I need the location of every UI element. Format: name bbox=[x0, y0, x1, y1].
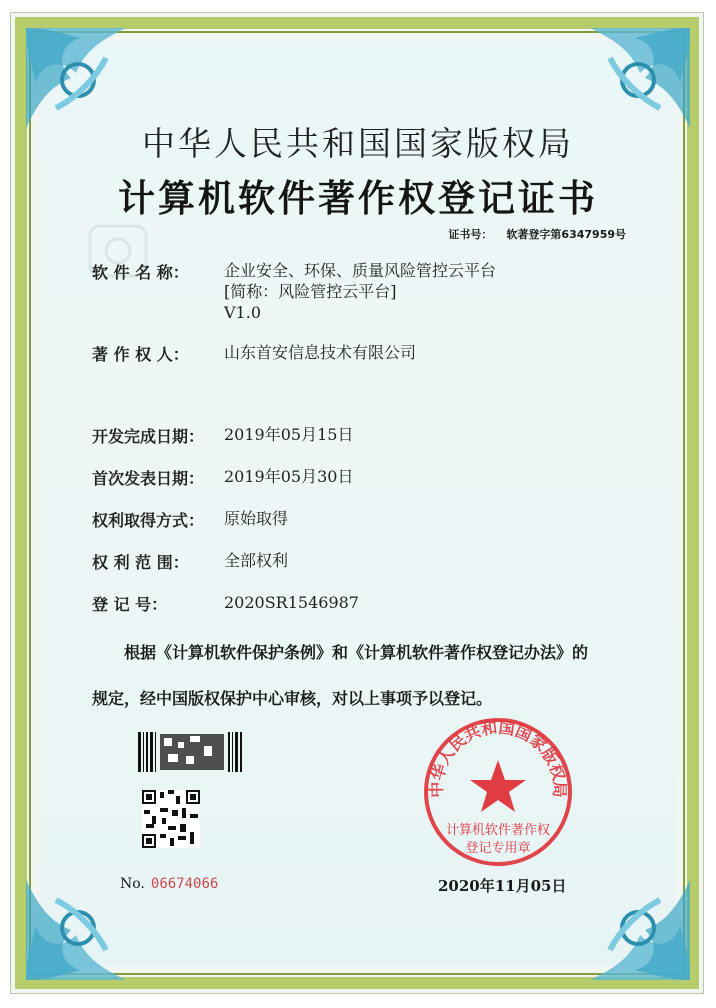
serial-label: No. bbox=[120, 876, 145, 892]
publication-date: 2019年05月30日 bbox=[224, 467, 354, 486]
acquisition-method: 原始取得 bbox=[224, 509, 289, 528]
cert-no-label: 证书号： bbox=[448, 228, 493, 241]
field-label: 开发完成日期： bbox=[92, 427, 205, 446]
field-development-date bbox=[92, 424, 353, 447]
official-seal bbox=[418, 712, 578, 872]
serial-number bbox=[120, 876, 218, 892]
barcode bbox=[138, 732, 244, 772]
seal-ring-text: 中华人民共和国国家版权局 bbox=[426, 717, 570, 798]
copyright-owner: 山东首安信息技术有限公司 bbox=[224, 343, 417, 362]
cert-no-value: 软著登字第6347959号 bbox=[506, 228, 626, 241]
issue-date: 2020年11月05日 bbox=[438, 877, 567, 895]
software-version: V1.0 bbox=[224, 303, 261, 322]
statement-line-2: 规定，经中国版权保护中心审核，对以上事项予以登记。 bbox=[92, 689, 493, 708]
field-label: 权 利 范 围： bbox=[92, 553, 189, 572]
seal-line-2: 登记专用章 bbox=[465, 841, 531, 856]
qr-code bbox=[142, 790, 200, 848]
field-rights-scope bbox=[92, 550, 288, 573]
software-short-name: [简称：风险管控云平台] bbox=[224, 282, 397, 301]
field-label: 首次发表日期： bbox=[92, 469, 205, 488]
field-acquisition-method bbox=[92, 508, 288, 531]
field-registration-number bbox=[92, 592, 359, 615]
corner-ornament-bottom-left bbox=[16, 840, 166, 990]
statement-line-1: 根据《计算机软件保护条例》和《计算机软件著作权登记办法》的 bbox=[124, 643, 589, 662]
field-label: 登 记 号： bbox=[92, 595, 168, 614]
issuing-authority-title: 中华人民共和国国家版权局 bbox=[142, 124, 574, 163]
serial-value: 06674066 bbox=[150, 876, 219, 892]
seal-line-1: 计算机软件著作权 bbox=[445, 823, 551, 838]
software-name: 企业安全、环保、质量风险管控云平台 bbox=[224, 261, 497, 280]
rights-scope: 全部权利 bbox=[224, 551, 289, 570]
field-label: 著 作 权 人： bbox=[92, 345, 189, 364]
registration-number: 2020SR1546987 bbox=[224, 593, 359, 612]
certificate-title: 计算机软件著作权登记证书 bbox=[118, 176, 598, 220]
certificate-number bbox=[448, 226, 626, 242]
field-label: 权利取得方式： bbox=[92, 511, 205, 530]
development-date: 2019年05月15日 bbox=[224, 425, 354, 444]
field-publication-date bbox=[92, 466, 353, 489]
field-copyright-owner bbox=[92, 342, 416, 365]
field-software-name bbox=[92, 260, 496, 323]
field-label: 软 件 名 称： bbox=[92, 263, 189, 282]
